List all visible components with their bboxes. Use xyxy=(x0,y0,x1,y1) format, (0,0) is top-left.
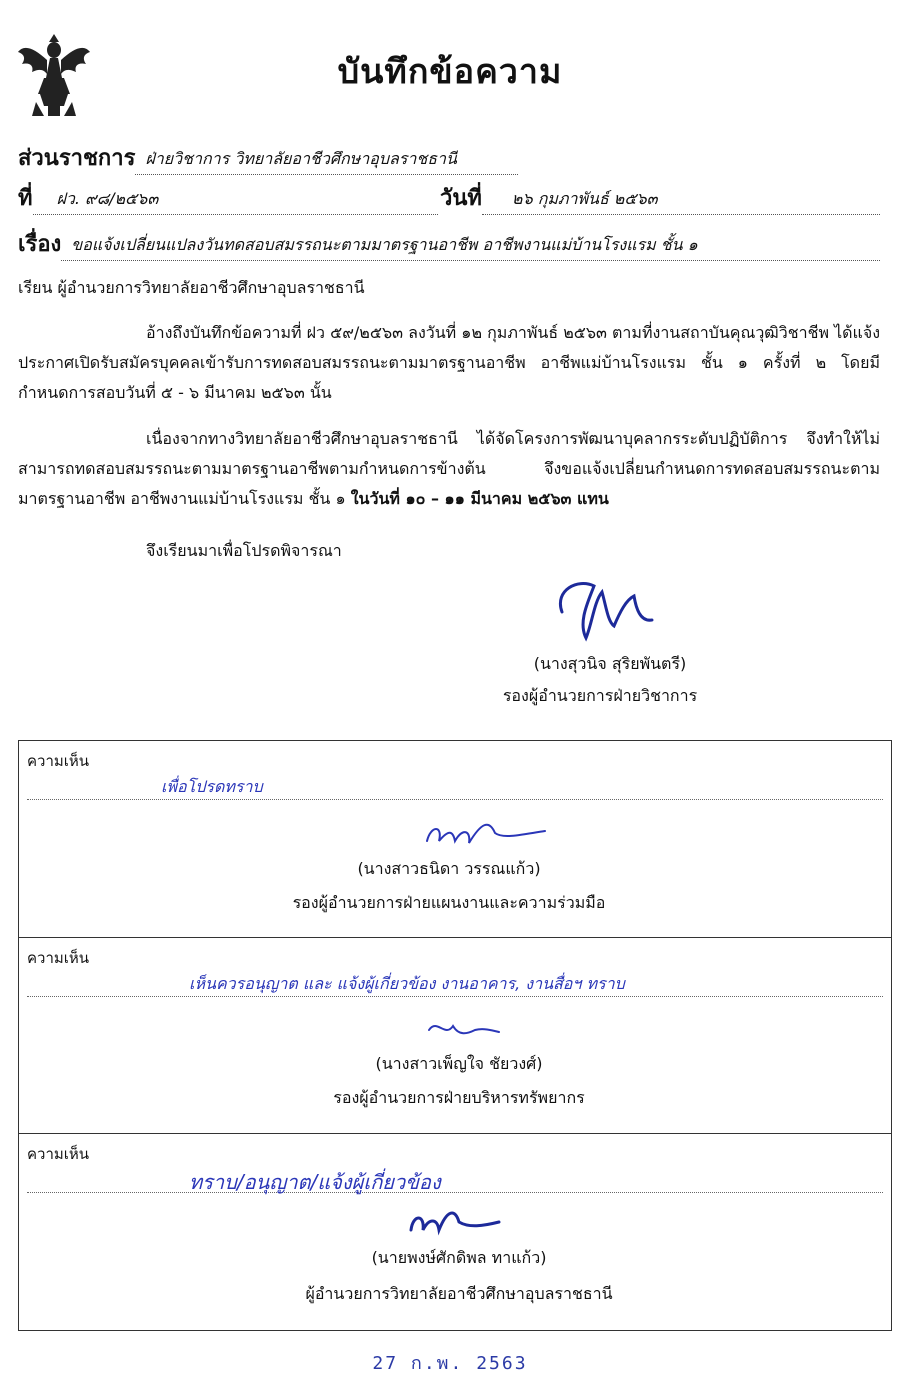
opinion-box-3 xyxy=(18,1133,892,1331)
closing-line: จึงเรียนมาเพื่อโปรดพิจารณา xyxy=(146,541,342,560)
opinion-signer-name-3: (นายพงษ์ศักดิพล ทาแก้ว) xyxy=(371,1248,547,1267)
department-label: ส่วนราชการ xyxy=(18,146,136,171)
salutation: เรียน ผู้อำนวยการวิทยาลัยอาชีวศึกษาอุบลราชธานี xyxy=(18,278,365,297)
subject-label: เรื่อง xyxy=(18,232,62,257)
paragraph-reference xyxy=(18,318,880,408)
received-date-stamp: 27 ก.พ. 2563 xyxy=(372,1353,528,1374)
document-title: บันทึกข้อความ xyxy=(337,52,563,92)
paragraph-reason xyxy=(18,424,880,514)
subject-value: ขอแจ้งเปลี่ยนแปลงวันทดสอบสมรรถนะตามมาตรฐานอาชีพ อาชีพงานแม่บ้านโรงแรม ชั้น ๑ xyxy=(61,233,880,261)
handwritten-comment-3: ทราบ/อนุญาต/แจ้งผู้เกี่ยวข้อง xyxy=(189,1170,441,1194)
department-value: ฝ่ายวิชาการ วิทยาลัยอาชีวศึกษาอุบลราชธานี xyxy=(135,147,518,175)
opinion-label-2: ความเห็น xyxy=(27,949,90,967)
signature-mark-icon xyxy=(423,1014,503,1044)
opinion-signer-position-1: รองผู้อำนวยการฝ่ายแผนงานและความร่วมมือ xyxy=(292,893,606,912)
date-label: วันที่ xyxy=(440,186,482,211)
reference-label: ที่ xyxy=(18,186,33,211)
date-value: ๒๖ กุมภาพันธ์ ๒๕๖๓ xyxy=(482,187,880,215)
opinion-box-2 xyxy=(18,937,892,1134)
signer-position: รองผู้อำนวยการฝ่ายวิชาการ xyxy=(502,686,698,705)
opinion-label-3: ความเห็น xyxy=(27,1145,90,1163)
handwritten-comment-2: เห็นควรอนุญาต และ แจ้งผู้เกี่ยวข้อง งานอาคาร, งานสื่อฯ ทราบ xyxy=(189,974,625,993)
opinion-signer-position-3: ผู้อำนวยการวิทยาลัยอาชีวศึกษาอุบลราชธานี xyxy=(305,1284,613,1303)
opinion-label-1: ความเห็น xyxy=(27,752,90,770)
opinion-box-1 xyxy=(18,740,892,938)
date-row xyxy=(440,180,880,215)
signer-name: (นางสุวนิจ สุริยพันตรี) xyxy=(533,654,687,673)
reference-value: ฝว. ๙๘/๒๕๖๓ xyxy=(33,187,438,215)
signature-mark-icon xyxy=(419,811,549,855)
paragraph-reference-text: อ้างถึงบันทึกข้อความที่ ฝว ๕๙/๒๕๖๓ ลงวันที่ ๑๒ กุมภาพันธ์ ๒๕๖๓ ตามที่งานสถาบันคุณวุฒิวิชาชีพ ได้แจ้งประกาศเปิดรับสมัครบุคคลเข้ารับการทดสอบสมรรถนะตามมาตรฐานอาชีพ อาชีพแม่บ้านโรงแรม ชั้น ๑ ครั้งที่ ๒ โดยมีกำหนดการสอบวันที่ ๕ - ๖ มีนาคม ๒๕๖๓ นั้น xyxy=(18,323,881,402)
reference-row xyxy=(18,180,438,215)
opinion-signer-name-2: (นางสาวเพ็ญใจ ชัยวงศ์) xyxy=(375,1054,543,1073)
handwritten-comment-1: เพื่อโปรดทราบ xyxy=(161,777,263,796)
opinion-signer-position-2: รองผู้อำนวยการฝ่ายบริหารทรัพยากร xyxy=(333,1088,585,1107)
signature-mark-icon xyxy=(403,1202,503,1242)
opinion-signer-name-1: (นางสาวธนิดา วรรณแก้ว) xyxy=(357,859,541,878)
subject-row xyxy=(18,226,880,261)
paragraph-reason-text: เนื่องจากทางวิทยาลัยอาชีวศึกษาอุบลราชธานี ได้จัดโครงการพัฒนาบุคลากรระดับปฏิบัติการ จึงทำให้ไม่สามารถทดสอบสมรรถนะตามมาตรฐานอาชีพตามกำหนดการข้างต้น จึงขอแจ้งเปลี่ยนกำหนดการทดสอบสมรรถนะตามมาตรฐานอาชีพ อาชีพงานแม่บ้านโรงแรม ชั้น ๑ xyxy=(18,429,880,508)
department-row xyxy=(18,140,518,175)
signature-mark-icon xyxy=(548,572,668,646)
new-exam-date: ในวันที่ ๑๐ – ๑๑ มีนาคม ๒๕๖๓ แทน xyxy=(350,489,609,508)
